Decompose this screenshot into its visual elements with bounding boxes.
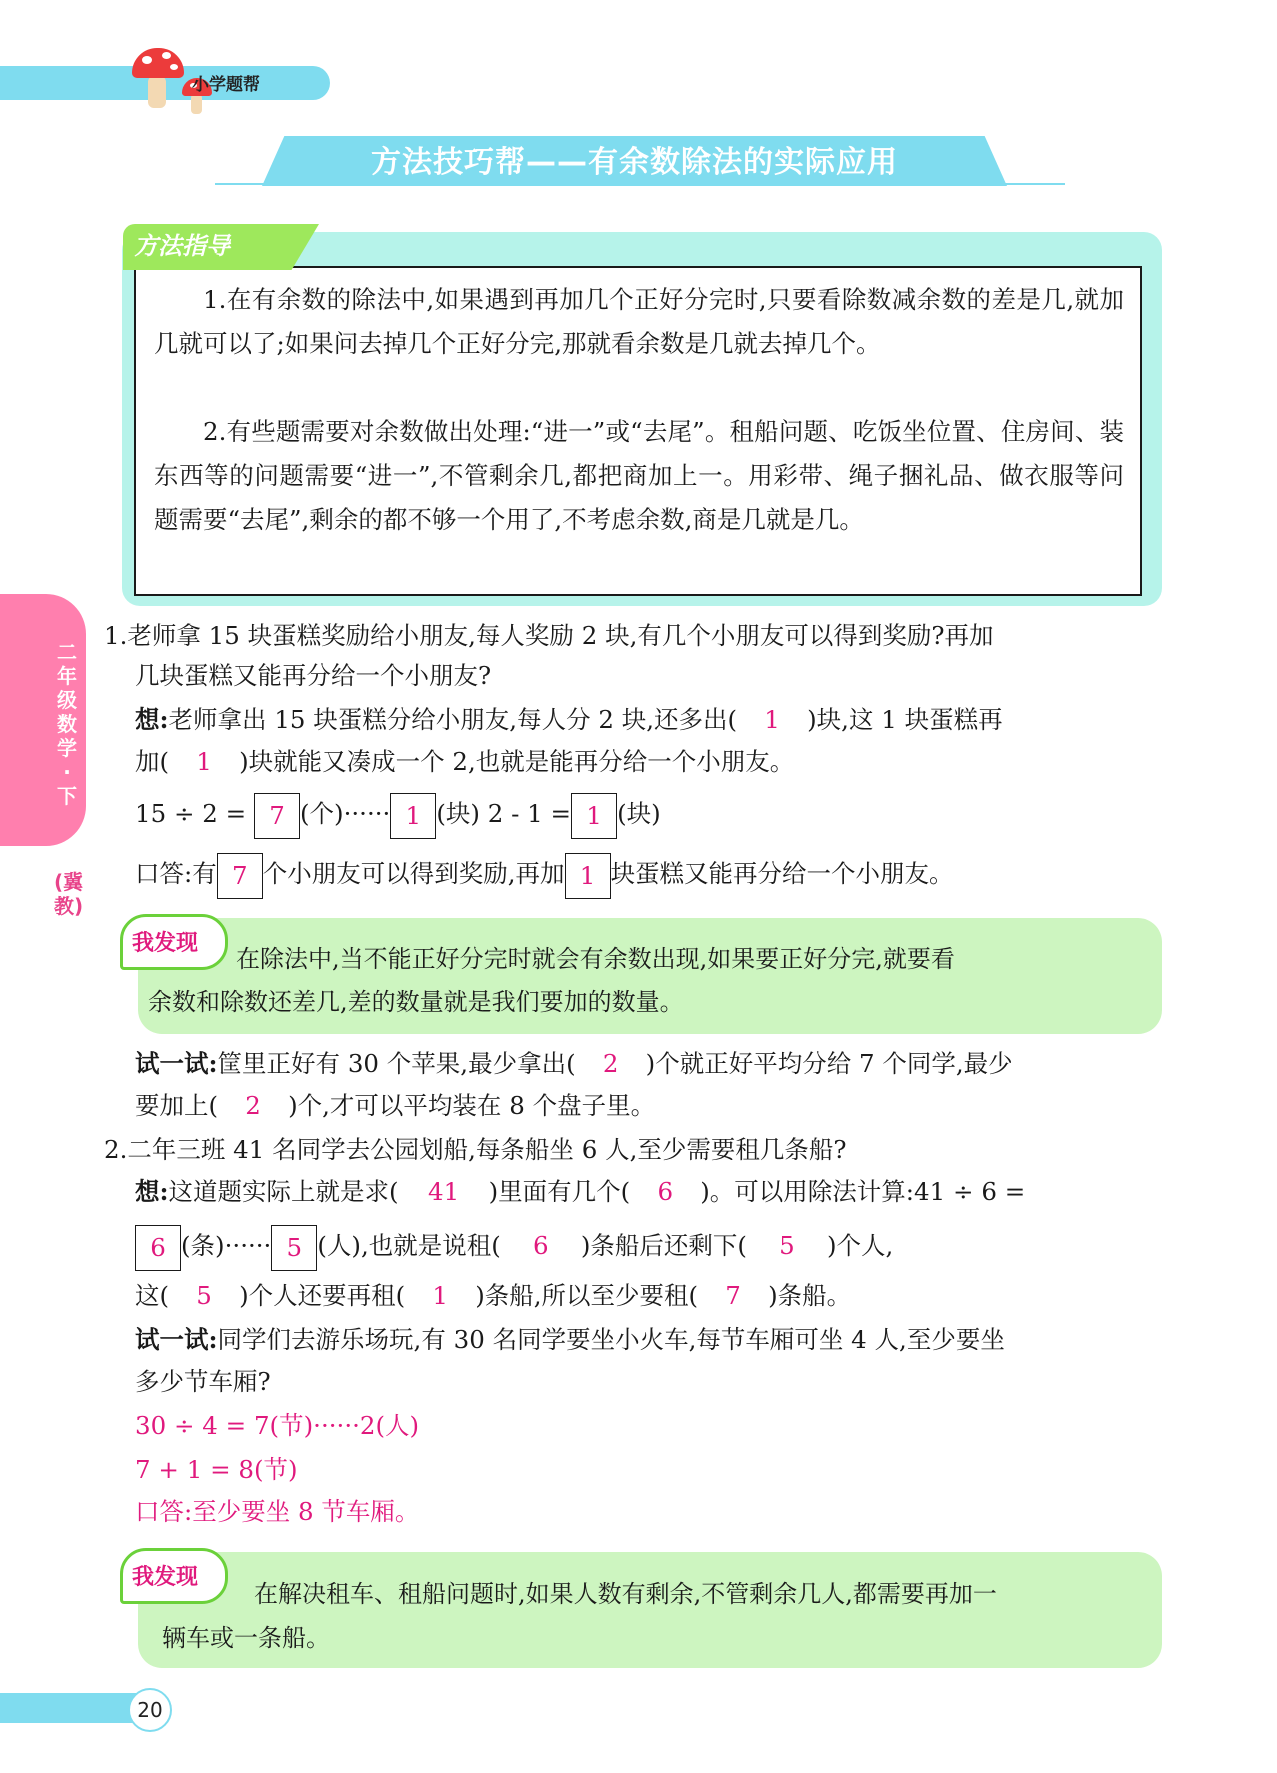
try1-text-c: 要加上( — [135, 1091, 219, 1120]
q2-text-a: 这道题实际上就是求( — [168, 1177, 399, 1206]
q1-answer-extra: 1 — [764, 705, 780, 734]
q2-think-line3 — [135, 1280, 851, 1312]
q2-text-h: 这( — [135, 1281, 170, 1310]
q2-text-d: (条)······ — [181, 1231, 272, 1260]
try1-text-a: 筐里正好有 30 个苹果,最少拿出( — [217, 1049, 576, 1078]
q1-equation-line — [135, 790, 661, 839]
try1-answer-1: 2 — [602, 1049, 619, 1078]
q1-quotient-box: 7 — [254, 793, 300, 839]
q1-answer-b: 个小朋友可以得到奖励,再加 — [262, 859, 565, 888]
try1-answer-2: 2 — [245, 1091, 261, 1120]
try2-solution-1: 30 ÷ 4 = 7(节)······2(人) — [135, 1411, 420, 1440]
q2-think-line2 — [135, 1222, 893, 1271]
q2-stem: 2.二年三班 41 名同学去公园划船,每条船坐 6 人,至少需要租几条船? — [104, 1135, 847, 1164]
q1-think-text-b: )块,这 1 块蛋糕再 — [807, 705, 1003, 734]
q2-text-g: )个人, — [826, 1231, 894, 1260]
q1-think-line1 — [135, 704, 1003, 736]
q2-text-e: (人),也就是说租( — [317, 1231, 501, 1260]
q2-answer-final: 7 — [725, 1281, 741, 1310]
page-number: 20 — [128, 1688, 172, 1732]
q1-answer-add: 1 — [196, 747, 212, 776]
mushroom-small-icon — [191, 94, 202, 114]
discover-tag-label-1: 我发现 — [132, 931, 199, 956]
brand-label: 小学题帮 — [192, 75, 260, 95]
q2-answer-left2: 5 — [196, 1281, 212, 1310]
try1-line2 — [135, 1090, 655, 1122]
q2-answer-boats: 6 — [533, 1231, 549, 1260]
q1-stem-line2: 几块蛋糕又能再分给一个小朋友? — [135, 661, 492, 690]
q1-think-text-c: 加( — [135, 747, 170, 776]
think-label: 想: — [135, 1177, 169, 1206]
try2-line2: 多少节车厢? — [135, 1367, 271, 1396]
discover1-line1: 在除法中,当不能正好分完时就会有余数出现,如果要正好分完,就要看 — [236, 945, 955, 973]
q1-think-text-d: )块就能又凑成一个 2,也就是能再分给一个小朋友。 — [239, 747, 795, 776]
q1-think-line2 — [135, 746, 794, 778]
q1-eq-a: 15 ÷ 2 = — [135, 799, 247, 828]
discover-tag-label-2: 我发现 — [132, 1565, 199, 1590]
mushroom-cap-icon — [132, 48, 184, 78]
q1-eq-e: (块) — [617, 799, 661, 828]
page-title: 方法技巧帮——有余数除法的实际应用 — [371, 145, 898, 180]
q1-answer-add-box: 1 — [565, 853, 611, 899]
try2-solution-3: 口答:至少要坐 8 节车厢。 — [135, 1497, 420, 1526]
method-tag-label: 方法指导 — [134, 232, 230, 260]
q1-answer-c: 块蛋糕又能再分给一个小朋友。 — [610, 859, 954, 888]
discover2-line1: 在解决租车、租船问题时,如果人数有剩余,不管剩余几人,都需要再加一 — [254, 1580, 997, 1608]
try2-text-1: 同学们去游乐场玩,有 30 名同学要坐小火车,每节车厢可坐 4 人,至少要坐 — [217, 1325, 1005, 1354]
q1-remainder-box: 1 — [390, 793, 436, 839]
q2-quotient-box: 6 — [135, 1225, 181, 1271]
try1-line1 — [135, 1048, 1013, 1080]
q2-text-b: )里面有几个( — [488, 1177, 631, 1206]
q2-text-k: )条船。 — [768, 1281, 852, 1310]
q2-answer-left: 5 — [779, 1231, 795, 1260]
try-label: 试一试: — [135, 1049, 218, 1078]
try1-text-d: )个,才可以平均装在 8 个盘子里。 — [288, 1091, 656, 1120]
side-grade-label: 二年级数学·下 — [57, 640, 77, 808]
try1-text-b: )个就正好平均分给 7 个同学,最少 — [645, 1049, 1013, 1078]
discover2-line2: 辆车或一条船。 — [162, 1624, 330, 1652]
try2-solution-2: 7 + 1 = 8(节) — [135, 1455, 298, 1484]
method-paragraph-2: 2.有些题需要对余数做出处理:“进一”或“去尾”。租船问题、吃饭坐位置、住房间、装东西等的问题需要“进一”,不管剩余几,都把商加上一。用彩带、绳子捆礼品、做衣服等问题需要“去尾”,剩余的都不够一个用了,不考虑余数,商是几就是几。 — [154, 417, 1124, 534]
think-label: 想: — [135, 705, 169, 734]
q2-think-line1 — [135, 1176, 1025, 1208]
q1-answer-count-box: 7 — [217, 853, 263, 899]
q2-text-f: )条船后还剩下( — [580, 1231, 747, 1260]
try-label: 试一试: — [135, 1325, 218, 1354]
q1-difference-box: 1 — [571, 793, 617, 839]
method-paragraph-1: 1.在有余数的除法中,如果遇到再加几个正好分完时,只要看除数减余数的差是几,就加几就可以了;如果问去掉几个正好分完,那就看余数是几就去掉几个。 — [154, 285, 1124, 358]
q1-answer-a: 口答:有 — [135, 859, 217, 888]
q1-think-text-a: 老师拿出 15 块蛋糕分给小朋友,每人分 2 块,还多出( — [168, 705, 738, 734]
mushroom-logo-icon — [148, 76, 166, 108]
q2-answer-more: 1 — [432, 1281, 448, 1310]
q2-text-c: )。可以用除法计算:41 ÷ 6 = — [700, 1177, 1026, 1206]
mushroom-spot — [170, 64, 178, 70]
discover1-line2: 余数和除数还差几,差的数量就是我们要加的数量。 — [148, 988, 684, 1016]
q2-text-j: )条船,所以至少要租( — [475, 1281, 699, 1310]
q1-eq-c: (块) 2 - 1 = — [436, 799, 572, 828]
q2-answer-total: 41 — [428, 1177, 460, 1206]
q1-answer-line — [135, 850, 954, 899]
mushroom-spot — [142, 56, 152, 64]
q1-stem-line1: 1.老师拿 15 块蛋糕奖励给小朋友,每人奖励 2 块,有几个小朋友可以得到奖励?再加 — [104, 621, 994, 650]
side-edition-label: (冀教) — [54, 870, 84, 918]
q2-remainder-box: 5 — [271, 1225, 317, 1271]
q2-text-i: )个人还要再租( — [239, 1281, 406, 1310]
q1-eq-b: (个)······ — [299, 799, 391, 828]
mushroom-spot — [162, 52, 171, 59]
q2-answer-each: 6 — [657, 1177, 674, 1206]
try2-line1 — [135, 1324, 1005, 1356]
